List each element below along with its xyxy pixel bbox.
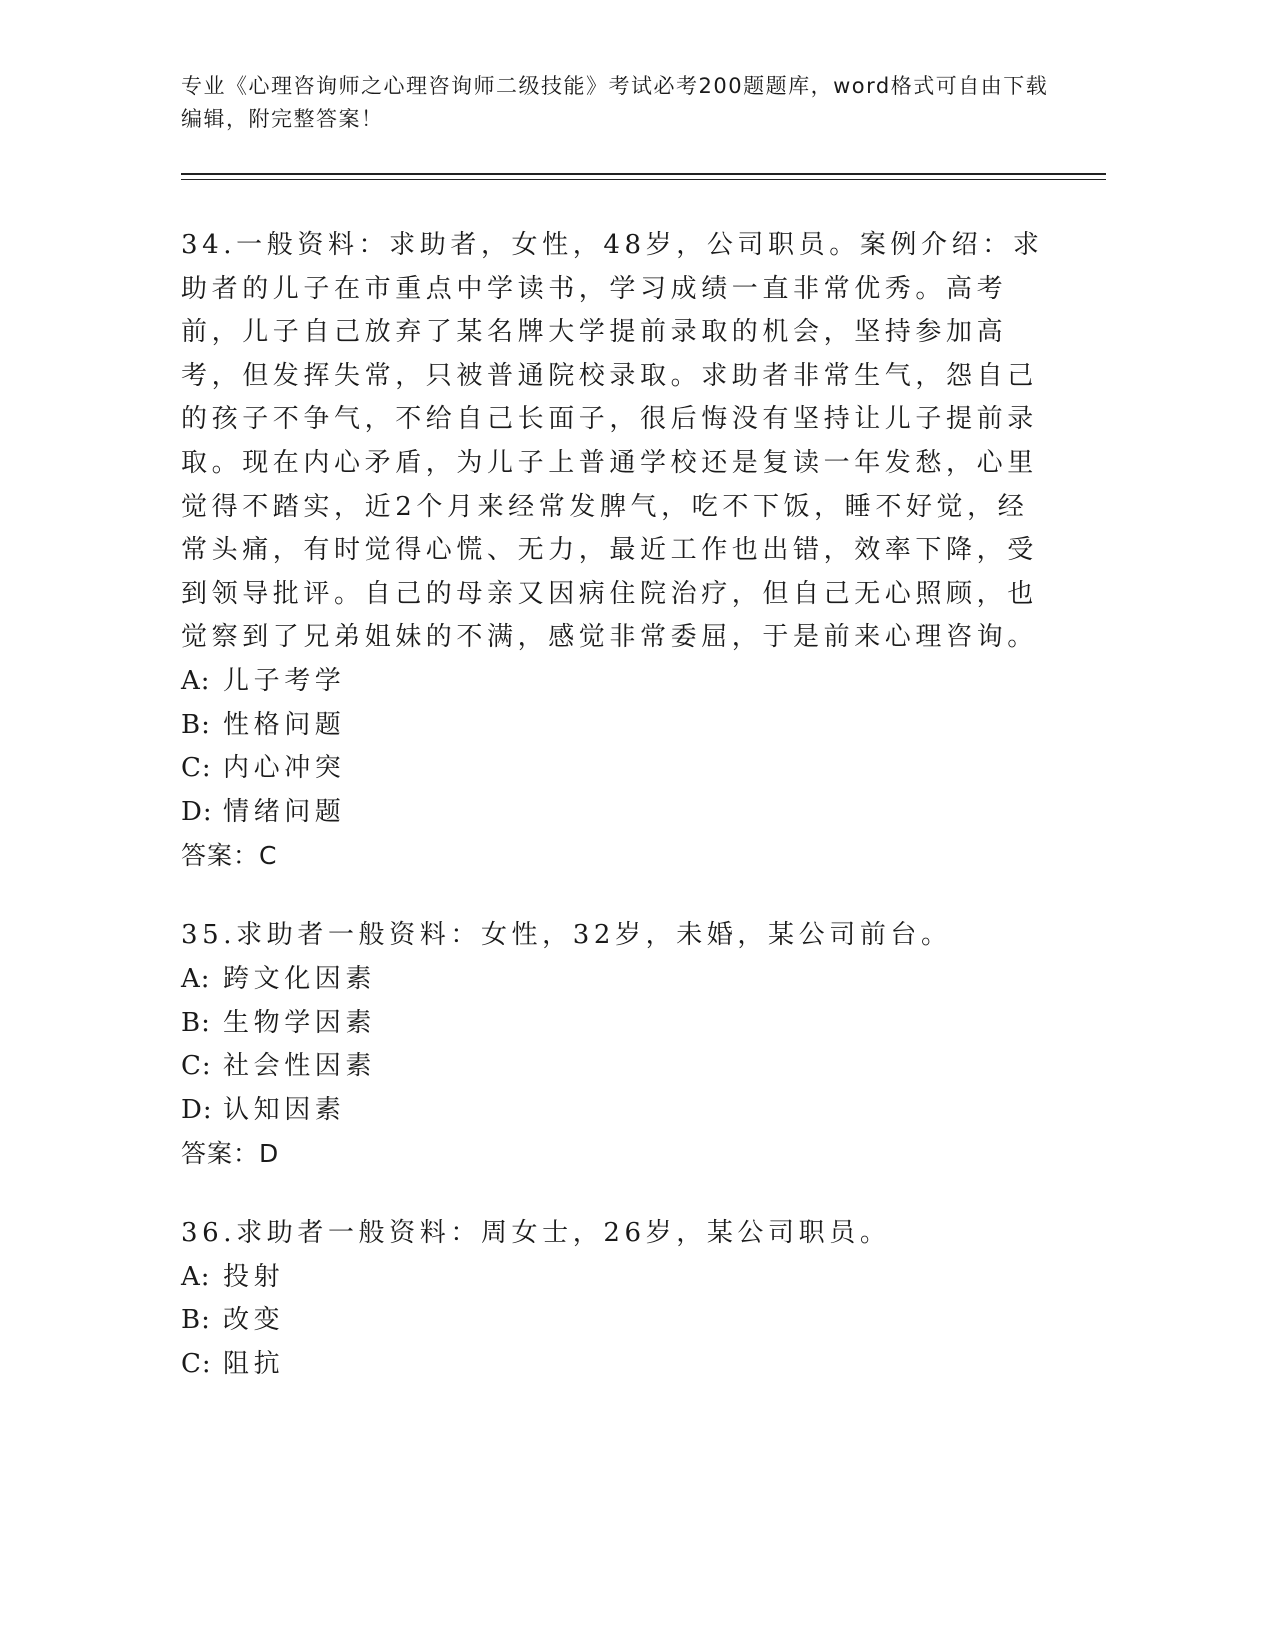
option-key: A: (181, 1261, 211, 1292)
option-text: 跨文化因素 (223, 963, 377, 994)
option-key: B: (181, 1007, 211, 1038)
option-text: 阻抗 (223, 1349, 285, 1380)
question-list (181, 224, 1051, 1423)
option-key: A: (181, 963, 211, 994)
option-text: 投射 (223, 1261, 285, 1292)
option-key: D: (181, 1094, 213, 1125)
header-rule-thick (181, 173, 1106, 175)
option-b (181, 704, 1051, 748)
question-stem: 36.求助者一般资料：周女士，26岁，某公司职员。 (181, 1218, 891, 1249)
answer-line: 答案：D (181, 1139, 280, 1169)
option-key: C: (181, 753, 212, 784)
option-text: 情绪问题 (223, 796, 346, 827)
document-header: 专业《心理咨询师之心理咨询师二级技能》考试必考200题题库，word格式可自由下载编辑，附完整答案！ (181, 74, 1049, 131)
question-stem: 34.一般资料：求助者，女性，48岁，公司职员。案例介绍：求助者的儿子在市重点中学读书，学习成绩一直非常优秀。高考前，儿子自己放弃了某名牌大学提前录取的机会，坚持参加高考，但发挥失常，只被普通院校录取。求助者非常生气，怨自己的孩子不争气，不给自己长面子，很后悔没有坚持让儿子提前录取。现在内心矛盾，为儿子上普通学校还是复读一年发愁，心里觉得不踏实，近2个月来经常发脾气，吃不下饭，睡不好觉，经常头痛，有时觉得心慌、无力，最近工作也出错，效率下降，受到领导批评。自己的母亲又因病住院治疗，但自己无心照顾，也觉察到了兄弟姐妹的不满，感觉非常委屈，于是前来心理咨询。 (181, 230, 1044, 653)
option-text: 儿子考学 (223, 665, 346, 696)
question-35 (181, 914, 1051, 1176)
option-c (181, 1045, 1051, 1089)
option-key: C: (181, 1051, 212, 1082)
option-key: B: (181, 1305, 211, 1336)
header-rule-thin (181, 179, 1106, 180)
option-text: 性格问题 (223, 709, 346, 740)
option-text: 社会性因素 (223, 1051, 377, 1082)
option-a (181, 958, 1051, 1002)
option-d (181, 791, 1051, 835)
option-b (181, 1002, 1051, 1046)
option-key: B: (181, 709, 211, 740)
option-d (181, 1089, 1051, 1133)
question-stem: 35.求助者一般资料：女性，32岁，未婚，某公司前台。 (181, 920, 952, 951)
option-text: 认知因素 (223, 1094, 346, 1125)
option-text: 改变 (223, 1305, 285, 1336)
option-key: C: (181, 1349, 212, 1380)
option-b (181, 1299, 1051, 1343)
question-34 (181, 224, 1051, 878)
option-a (181, 660, 1051, 704)
question-36 (181, 1212, 1051, 1386)
option-c (181, 1343, 1051, 1387)
answer-line: 答案：C (181, 841, 278, 871)
option-key: D: (181, 796, 213, 827)
option-key: A: (181, 665, 211, 696)
option-text: 内心冲突 (223, 753, 346, 784)
option-a (181, 1256, 1051, 1300)
option-text: 生物学因素 (223, 1007, 377, 1038)
option-c (181, 747, 1051, 791)
